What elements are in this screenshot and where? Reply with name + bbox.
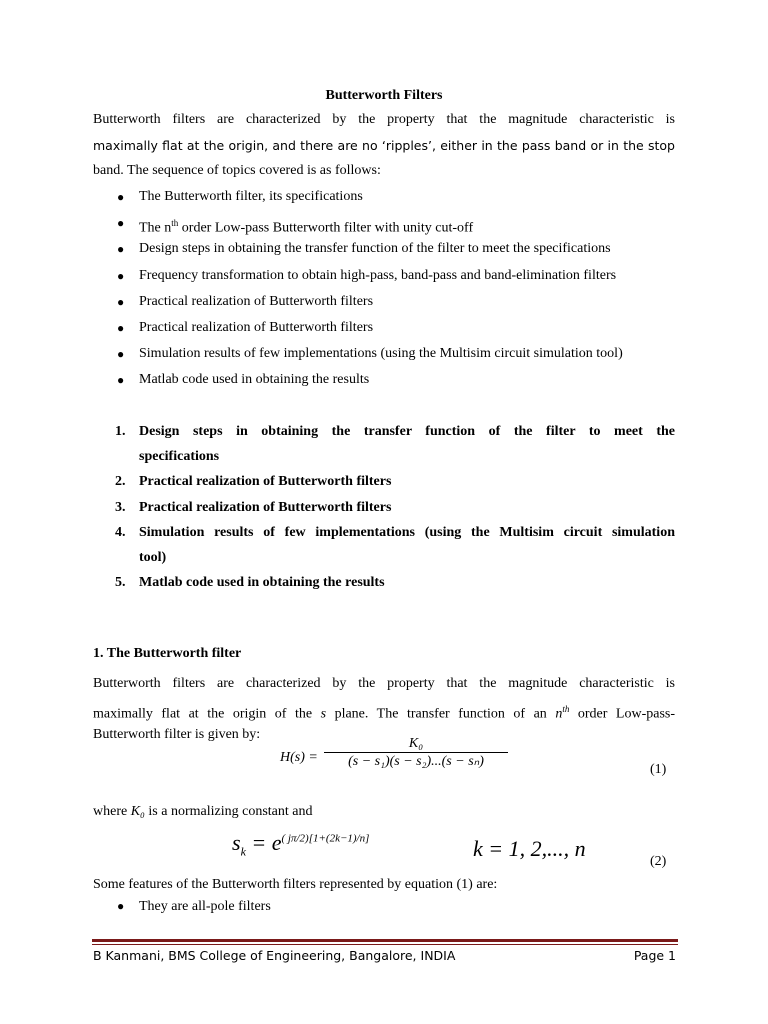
section-heading: 1. The Butterworth filter — [93, 646, 242, 661]
where-line: where K₀ is a normalizing constant and — [93, 804, 313, 819]
list-item: 4. Simulation results of few implementations (using the Multisim circuit simulation tool) — [115, 524, 675, 566]
footer-divider — [92, 939, 678, 942]
footer-author: B Kanmani, BMS College of Engineering, Bangalore, INDIA — [93, 948, 456, 963]
footer-divider-thin — [92, 944, 678, 945]
equation-numerator: K₀ — [324, 736, 508, 753]
list-item: ● Design steps in obtaining the transfer function of the filter to meet the specifications — [93, 236, 693, 262]
equation-fraction — [324, 736, 508, 771]
bullet-icon: ● — [117, 294, 125, 309]
equation-denominator: (s − s₁)(s − s₂)...(s − sₙ) — [348, 754, 484, 769]
intro-line-3: band. The sequence of topics covered is as follows: — [93, 163, 381, 178]
bullet-icon: ● — [117, 190, 125, 204]
bullet-icon: ● — [117, 373, 125, 388]
list-item: ● The $n^{th}$ order Low-pass Butterworth filter with unity cut-off — [93, 210, 693, 236]
section-paragraph: Butterworth filters are characterized by the property that the magnitude characteristic is maximally flat at the origin of the s plane. The transfer function of an $n^{th}$ order Low-pass- Butterworth filter is given by: — [93, 676, 676, 742]
bullet-icon: ● — [117, 268, 125, 283]
list-item: ● Matlab code used in obtaining the results — [93, 367, 693, 393]
list-item: 2. Practical realization of Butterworth filters — [115, 474, 392, 490]
intro-line-1: Butterworth filters are characterized by the property that the magnitude characteristic is — [93, 112, 675, 127]
list-item: ● Simulation results of few implementations (using the Multisim circuit simulation tool) — [93, 341, 693, 367]
list-item: 5. Matlab code used in obtaining the results — [115, 575, 385, 591]
equation-2-range: k = 1, 2,..., n — [473, 836, 586, 861]
list-item: They are all-pole filters — [139, 899, 271, 914]
list-item: ● Practical realization of Butterworth filters — [93, 315, 693, 341]
list-item: 1. Design steps in obtaining the transfer function of the filter to meet the specifications — [115, 424, 675, 465]
intro-paragraph — [93, 107, 675, 184]
features-intro: Some features of the Butterworth filters represented by equation (1) are: — [93, 877, 498, 892]
footer-page-number: Page 1 — [633, 948, 676, 963]
numbered-topic-list — [93, 419, 675, 595]
equation-2: $s_k = e^{( j\pi/2)[1+(2k-1)/n]}$ — [232, 830, 370, 859]
bullet-icon: ● — [117, 347, 125, 362]
list-item: ● Practical realization of Butterworth filters — [93, 289, 693, 315]
topic-bullet-list — [93, 184, 693, 394]
bullet-icon: ● — [117, 320, 125, 335]
intro-line-2: maximally flat at the origin, and there are no ‘ripples’, either in the pass band or in the stop — [93, 137, 675, 153]
bullet-icon: ● — [117, 899, 125, 913]
page-title: Butterworth Filters — [325, 88, 443, 103]
equation-1 — [280, 736, 484, 769]
bullet-icon: ● — [117, 216, 125, 231]
equation-lhs: H(s) = — [280, 750, 318, 765]
list-item: ● The Butterworth filter, its specifications — [93, 184, 693, 210]
equation-number: (1) — [650, 762, 667, 777]
list-item: 3. Practical realization of Butterworth filters — [115, 499, 392, 515]
bullet-icon: ● — [117, 242, 125, 257]
equation-number: (2) — [650, 854, 667, 869]
list-item: ● Frequency transformation to obtain high-pass, band-pass and band-elimination filters — [93, 263, 693, 289]
